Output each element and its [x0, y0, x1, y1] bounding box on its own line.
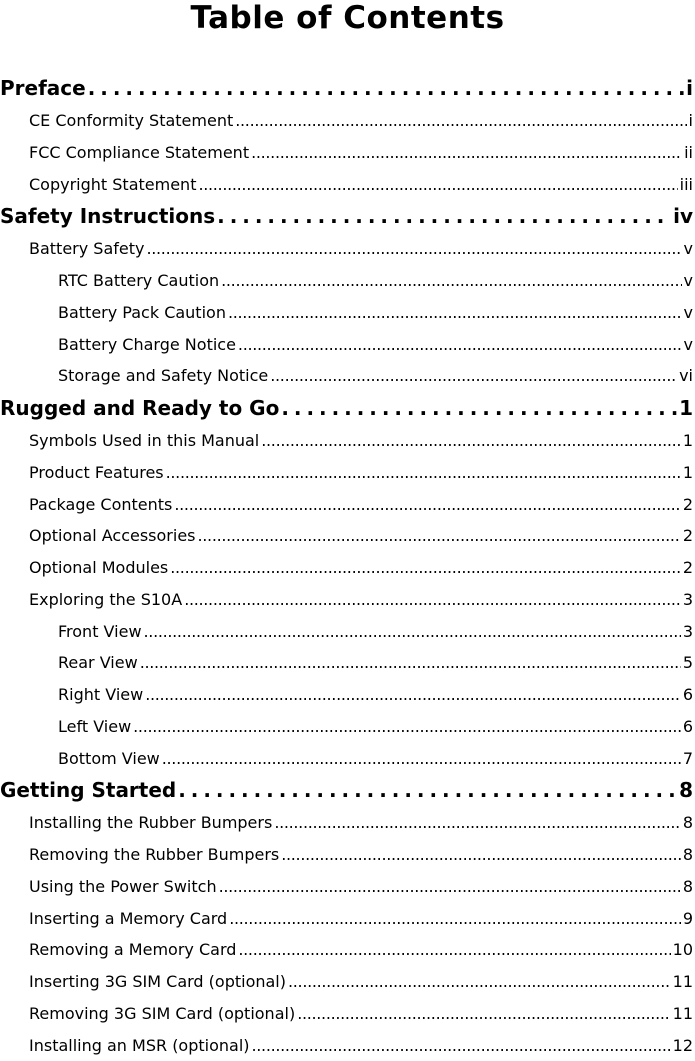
toc-section-entry[interactable] — [0, 552, 693, 584]
toc-entry-page: iv — [673, 204, 693, 229]
dot-leader — [219, 871, 681, 903]
toc-entry-page: i — [688, 111, 693, 130]
toc-entry-title: FCC Compliance Statement — [29, 142, 250, 162]
toc-entry-title: Package Contents — [29, 494, 173, 514]
toc-entry-page: 6 — [682, 685, 693, 704]
toc-entry-page: 2 — [682, 558, 693, 577]
toc-entry-title: Product Features — [29, 462, 164, 482]
toc-entry-title: Removing a Memory Card — [29, 940, 237, 960]
dot-leader — [252, 1030, 671, 1061]
dot-leader — [235, 105, 686, 137]
toc-section-entry[interactable] — [0, 360, 693, 392]
toc-entry-title: Front View — [58, 621, 142, 641]
dot-leader — [146, 233, 681, 265]
toc-section-entry[interactable] — [0, 807, 693, 839]
toc-entry-title: Battery Pack Caution — [58, 302, 226, 322]
dot-leader — [221, 265, 681, 297]
toc-section-entry[interactable] — [0, 616, 693, 648]
toc-entry-page: v — [683, 239, 693, 259]
toc-entry-title: Removing 3G SIM Card (optional) — [29, 1003, 296, 1023]
toc-entry-page: v — [683, 302, 693, 322]
dot-leader — [133, 711, 681, 743]
toc-entry-page: 2 — [682, 494, 693, 514]
toc-entry-page: 8 — [682, 876, 693, 896]
toc-entry-page: 3 — [682, 589, 693, 609]
toc-entry-page: 11 — [672, 1003, 693, 1023]
toc-entry-page: 12 — [672, 1035, 693, 1055]
toc-section-entry[interactable] — [0, 520, 693, 552]
toc-chapter-entry[interactable] — [0, 392, 693, 425]
dot-leader — [281, 392, 677, 425]
toc-chapter-entry[interactable] — [0, 72, 693, 105]
toc-entry-page: 2 — [682, 526, 693, 546]
dot-leader — [288, 966, 671, 998]
dot-leader — [238, 934, 670, 966]
toc-entry-title: Bottom View — [58, 748, 160, 768]
toc-entry-title: Right View — [58, 685, 144, 704]
toc-entry-title: Getting Started — [0, 778, 177, 803]
dot-leader — [281, 839, 681, 871]
toc-section-entry[interactable] — [0, 105, 693, 137]
toc-entry-page: 11 — [672, 972, 693, 991]
dot-leader — [178, 774, 677, 807]
toc-entry-title: CE Conformity Statement — [29, 111, 234, 130]
toc-section-entry[interactable] — [0, 233, 693, 265]
toc-entry-page: 1 — [682, 431, 693, 450]
toc-section-entry[interactable] — [0, 711, 693, 743]
toc-chapter-entry[interactable] — [0, 200, 693, 233]
toc-section-entry[interactable] — [0, 871, 693, 903]
toc-entry-title: Left View — [58, 716, 132, 736]
dot-leader — [184, 584, 681, 616]
dot-leader — [174, 489, 680, 521]
toc-entry-page: 8 — [679, 778, 693, 803]
toc-entry-title: Installing an MSR (optional) — [29, 1035, 250, 1055]
toc-entry-page: iii — [679, 174, 693, 194]
toc-entry-title: Battery Safety — [29, 239, 145, 259]
dot-leader — [144, 616, 681, 648]
toc-chapter-entry[interactable] — [0, 774, 693, 807]
toc-section-entry[interactable] — [0, 329, 693, 361]
toc-entry-page: 9 — [682, 908, 693, 928]
toc-entry-page: 8 — [682, 813, 693, 833]
dot-leader — [274, 807, 681, 839]
toc-section-entry[interactable] — [0, 966, 693, 998]
toc-entry-title: Inserting a Memory Card — [29, 908, 228, 928]
toc-entry-page: v — [683, 334, 693, 354]
toc-section-entry[interactable] — [0, 1030, 693, 1061]
toc-section-entry[interactable] — [0, 903, 693, 935]
dot-leader — [261, 425, 681, 457]
dot-leader — [145, 679, 681, 711]
toc-entry-page: 1 — [679, 396, 693, 420]
toc-section-entry[interactable] — [0, 839, 693, 871]
dot-leader — [238, 329, 682, 361]
toc-entry-page: 3 — [682, 621, 693, 641]
toc-entry-title: Copyright Statement — [29, 174, 197, 194]
toc-section-entry[interactable] — [0, 647, 693, 679]
dot-leader — [228, 297, 682, 329]
toc-entry-page: 1 — [682, 462, 693, 482]
toc-section-entry[interactable] — [0, 489, 693, 521]
toc-section-entry[interactable] — [0, 425, 693, 457]
toc-entry-page: i — [686, 76, 693, 100]
toc-entry-page: ii — [684, 142, 693, 162]
toc-section-entry[interactable] — [0, 169, 693, 201]
toc-entry-title: Safety Instructions — [0, 204, 216, 229]
toc-entry-page: 8 — [682, 845, 693, 864]
dot-leader — [88, 72, 684, 105]
dot-leader — [198, 169, 677, 201]
toc-entry-title: Using the Power Switch — [29, 876, 217, 896]
toc-entry-title: Preface — [0, 76, 86, 100]
dot-leader — [251, 137, 682, 169]
dot-leader — [198, 520, 681, 552]
toc-entry-page: vi — [679, 366, 693, 386]
toc-section-entry[interactable] — [0, 998, 693, 1030]
toc-entry-page: v — [683, 271, 693, 290]
toc-entry-page: 5 — [682, 653, 693, 673]
toc-entry-page: 6 — [682, 716, 693, 736]
dot-leader — [217, 200, 671, 233]
toc-section-entry[interactable] — [0, 457, 693, 489]
dot-leader — [229, 903, 681, 935]
toc-section-entry[interactable] — [0, 743, 693, 775]
toc-entry-title: Optional Accessories — [29, 526, 196, 546]
toc-entry-title: Storage and Safety Notice — [58, 366, 269, 386]
toc-entry-title: RTC Battery Caution — [58, 271, 220, 290]
toc-entry-title: Exploring the S10A — [29, 589, 183, 609]
toc-entry-title: Optional Modules — [29, 558, 169, 577]
toc-entry-title: Installing the Rubber Bumpers — [29, 813, 273, 833]
toc-entry-title: Battery Charge Notice — [58, 334, 236, 354]
toc-section-entry[interactable] — [0, 297, 693, 329]
toc-section-entry[interactable] — [0, 679, 693, 711]
toc-section-entry[interactable] — [0, 584, 693, 616]
toc-entry-title: Rear View — [58, 653, 138, 673]
toc-list — [0, 72, 693, 1061]
dot-leader — [140, 647, 681, 679]
dot-leader — [270, 360, 677, 392]
toc-entry-title: Rugged and Ready to Go — [0, 396, 280, 420]
toc-section-entry[interactable] — [0, 137, 693, 169]
dot-leader — [297, 998, 670, 1030]
page-title: Table of Contents — [190, 0, 505, 36]
toc-entry-page: 10 — [672, 940, 693, 960]
toc-entry-title: Symbols Used in this Manual — [29, 431, 260, 450]
dot-leader — [162, 743, 681, 775]
toc-section-entry[interactable] — [0, 934, 693, 966]
dot-leader — [166, 457, 681, 489]
toc-entry-page: 7 — [682, 748, 693, 768]
toc-entry-title: Removing the Rubber Bumpers — [29, 845, 280, 864]
toc-entry-title: Inserting 3G SIM Card (optional) — [29, 972, 286, 991]
dot-leader — [170, 552, 681, 584]
toc-section-entry[interactable] — [0, 265, 693, 297]
